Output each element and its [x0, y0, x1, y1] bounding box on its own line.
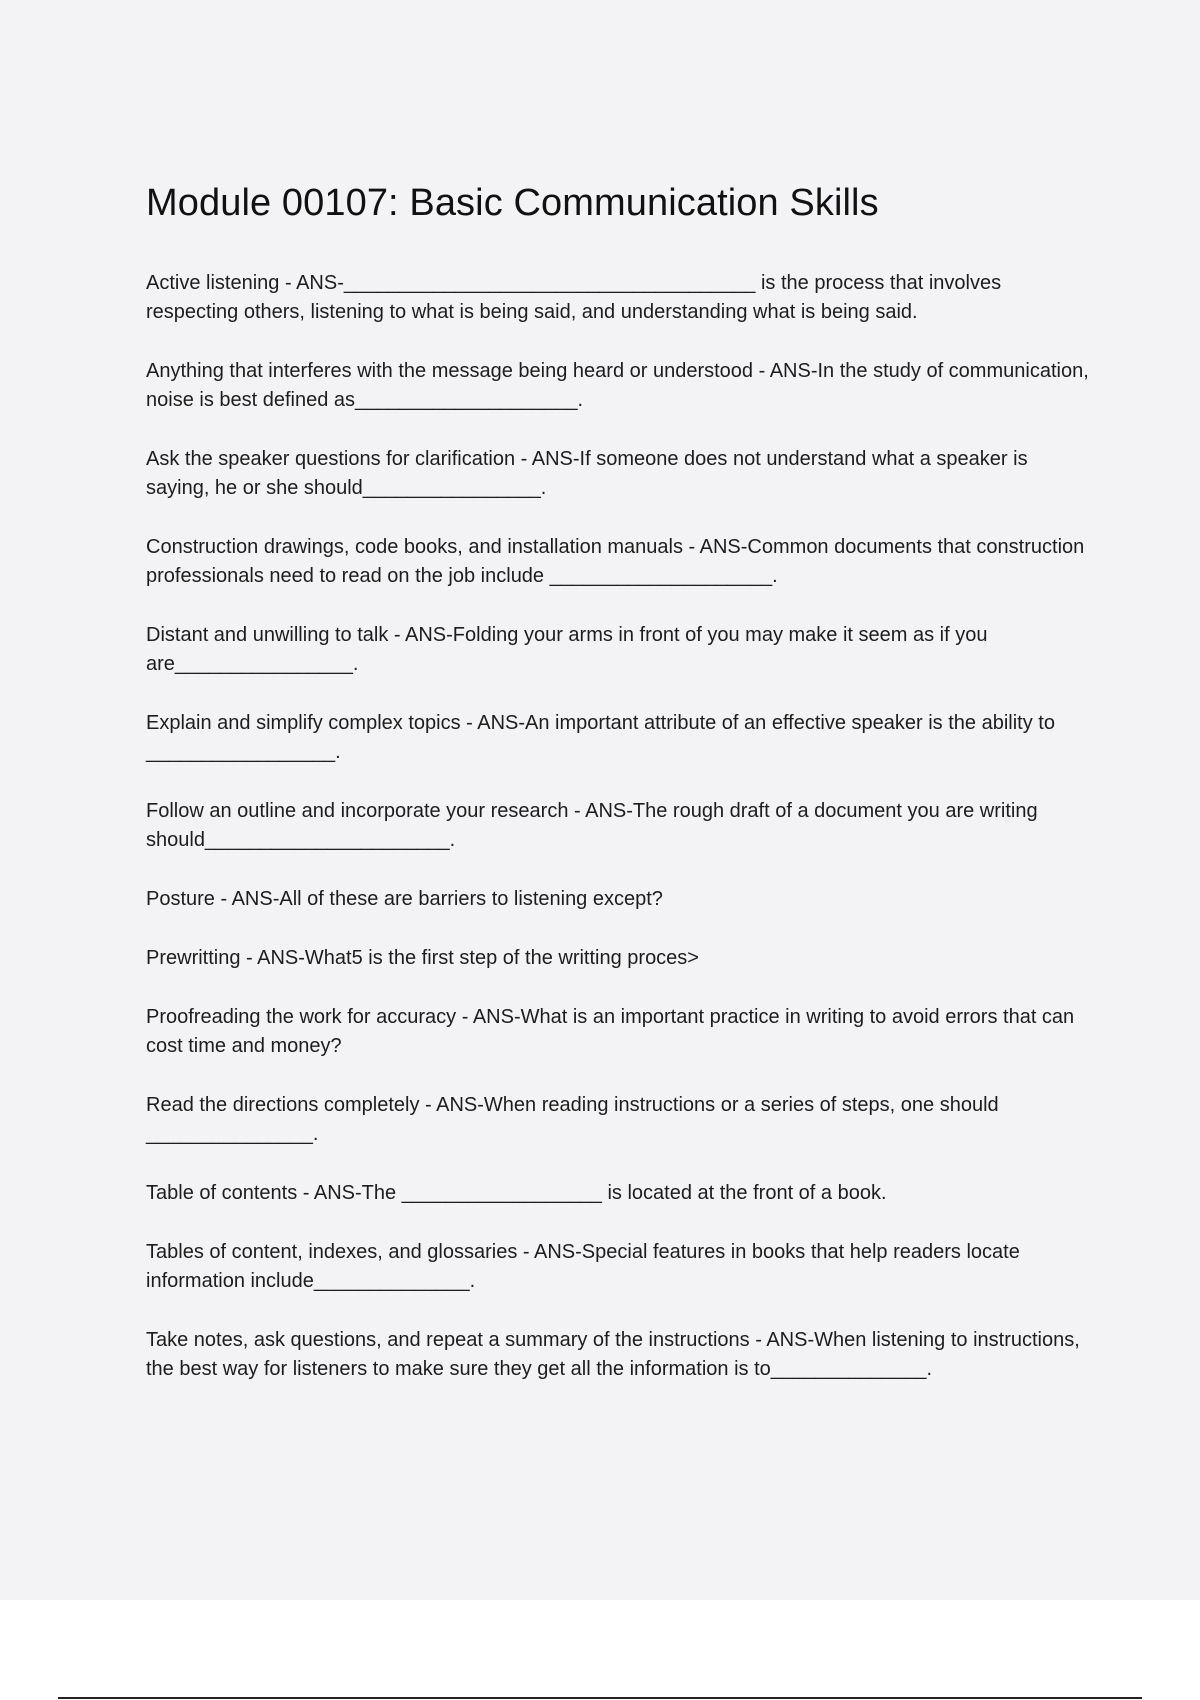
- page-title: Module 00107: Basic Communication Skills: [146, 182, 879, 224]
- footer-divider: [58, 1697, 1142, 1699]
- qa-entry-11: Read the directions completely - ANS-When reading instructions or a series of steps, one should _______________.: [146, 1094, 999, 1145]
- document-content: [146, 182, 1096, 1414]
- qa-entry-5: Distant and unwilling to talk - ANS-Folding your arms in front of you may make it seem as if you are________________.: [146, 624, 988, 675]
- qa-entry-1: Active listening - ANS-_____________________________________ is the process that involves respecting others, listening to what is being said, and understanding what is being said.: [146, 272, 1002, 323]
- qa-entry-14: Take notes, ask questions, and repeat a summary of the instructions - ANS-When listening to instructions, the best way for listeners to make sure they get all the information is to______________.: [146, 1329, 1080, 1380]
- qa-entry-10: Proofreading the work for accuracy - ANS-What is an important practice in writing to avoid errors that can cost time and money?: [146, 1006, 1075, 1057]
- qa-entry-6: Explain and simplify complex topics - ANS-An important attribute of an effective speaker is the ability to _________________.: [146, 712, 1055, 763]
- qa-entry-3: Ask the speaker questions for clarification - ANS-If someone does not understand what a speaker is saying, he or she should________________.: [146, 448, 1028, 499]
- qa-entry-2: Anything that interferes with the message being heard or understood - ANS-In the study of communication, noise is best defined as____________________.: [146, 360, 1089, 411]
- qa-entry-13: Tables of content, indexes, and glossaries - ANS-Special features in books that help readers locate information include______________.: [146, 1241, 1020, 1292]
- qa-entry-8: Posture - ANS-All of these are barriers to listening except?: [146, 888, 663, 910]
- qa-entry-7: Follow an outline and incorporate your research - ANS-The rough draft of a document you are writing should______________________.: [146, 800, 1038, 851]
- qa-entry-4: Construction drawings, code books, and installation manuals - ANS-Common documents that construction professionals need to read on the job include ____________________.: [146, 536, 1085, 587]
- qa-entry-12: Table of contents - ANS-The __________________ is located at the front of a book.: [146, 1182, 887, 1204]
- qa-entry-9: Prewritting - ANS-What5 is the first step of the writting proces>: [146, 947, 699, 969]
